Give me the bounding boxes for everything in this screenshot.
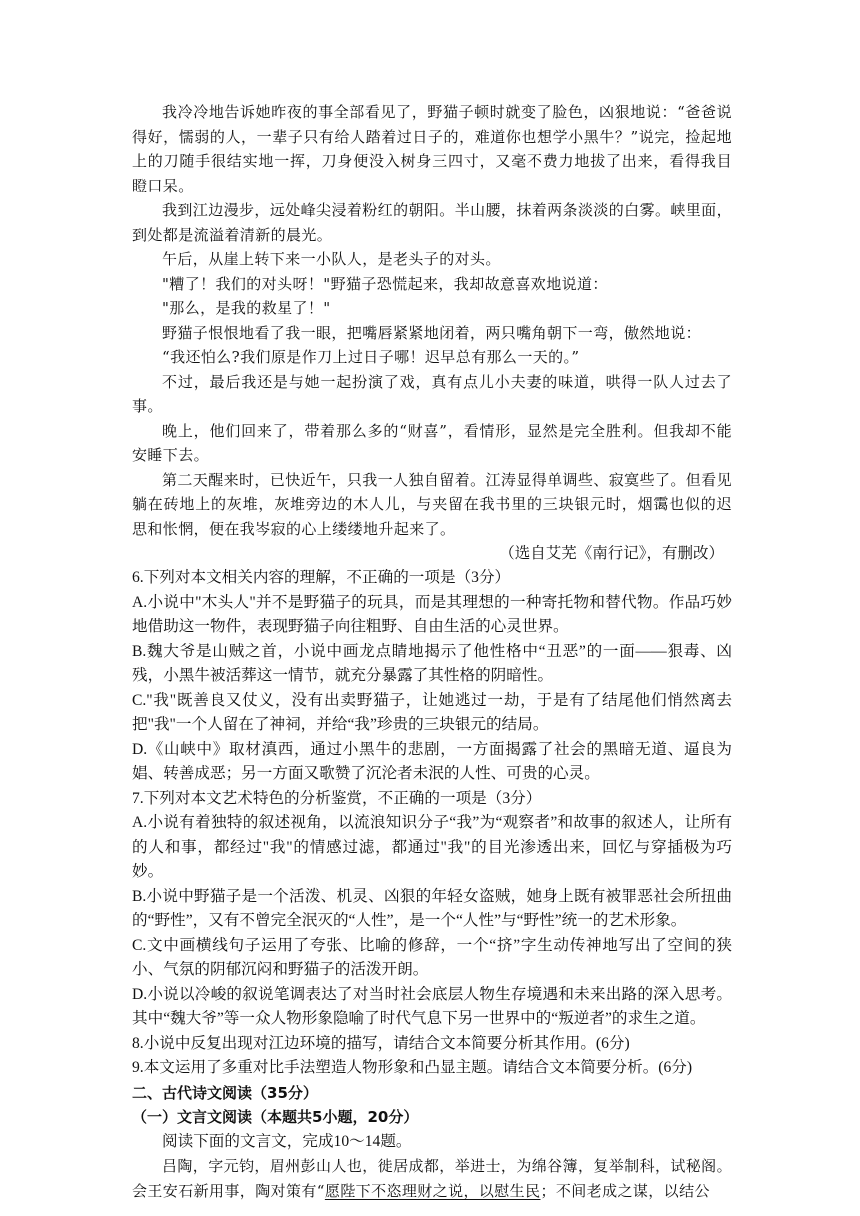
option-a: A.小说中"木头人"并不是野猫子的玩具，而是其理想的一种寄托物和替代物。作品巧妙地借助这一物件，表现野猫子向往粗野、自由生活的心灵世界。 <box>132 593 732 635</box>
story-paragraph: 第二天醒来时，已快近午，只我一人独自留着。江涛显得单调些、寂寞些了。但看见躺在砖地上的灰堆，灰堆旁边的木人儿，与夹留在我书里的三块银元时，烟霭也似的迟思和怅惘，便在我岑寂的心上缕缕地升起来了。 <box>132 470 732 538</box>
question-8: 8.小说中反复出现对江边环境的描写，请结合文本简要分析其作用。(6分) <box>132 1034 630 1052</box>
story-paragraph: "糟了！我们的对头呀！"野猫子恐慌起来，我却故意喜欢地说道： <box>162 274 608 293</box>
option-b: B.小说中野猫子是一个活泼、机灵、凶狠的年轻女盗贼，她身上既有被罪恶社会所扭曲的“野性”，又有不曾完全泯灭的“人性”，是一个“人性”与“野性”统一的艺术形象。 <box>132 887 732 929</box>
option-a: A.小说有着独特的叙述视角，以流浪知识分子“我”为“观察者”和故事的叙述人，让所有的人和事，都经过"我"的情感过滤，都通过"我"的目光渗透出来，回忆与穿插极为巧妙。 <box>132 814 732 880</box>
story-paragraph: “我还怕么?我们原是作刀上过日子哪！迟早总有那么一天的。” <box>162 348 580 366</box>
section-heading: 二、古代诗文阅读（35分） <box>132 1083 318 1102</box>
story-paragraph: 我到江边漫步，远处峰尖浸着粉红的朝阳。半山腰，抹着两条淡淡的白雾。峡里面，到处都是流溢着清新的晨光。 <box>132 201 732 244</box>
story-paragraph: 不过，最后我还是与她一起扮演了戏，真有点儿小夫妻的味道，哄得一队人过去了事。 <box>132 372 732 415</box>
classical-passage <box>132 1154 732 1203</box>
reading-instruction: 阅读下面的文言文，完成10～14题。 <box>162 1132 412 1150</box>
exam-page <box>132 100 732 1203</box>
option-d: D.小说以冷峻的叙说笔调表达了对当时社会底层人物生存境遇和未来出路的深入思考。其中“魏大爷”等一众人物形象隐喻了时代气息下另一世界中的“叛逆者”的求生之道。 <box>132 985 732 1027</box>
story-paragraph: 我冷冷地告诉她昨夜的事全部看见了，野猫子顿时就变了脸色，凶狠地说：“爸爸说得好，懦弱的人，一辈子只有给人踏着过日子的，难道你也想学小黑牛？”说完，捡起地上的刀随手很结实地一挥，刀身便没入树身三四寸，又毫不费力地拔了出来，看得我目瞪口呆。 <box>132 103 732 195</box>
option-c: C.文中画横线句子运用了夸张、比喻的修辞，一个“挤”字生动传神地写出了空间的狭小、气氛的阴郁沉闷和野猫子的活泼开朗。 <box>132 936 732 978</box>
question-stem: 6.下列对本文相关内容的理解，不正确的一项是（3分） <box>132 569 511 586</box>
story-paragraph: 野猫子恨恨地看了我一眼，把嘴唇紧紧地闭着，两只嘴角朝下一弯，傲然地说： <box>162 323 702 342</box>
question-9: 9.本文运用了多重对比手法塑造人物形象和凸显主题。请结合文本简要分析。(6分) <box>132 1059 693 1076</box>
question-7 <box>132 787 732 1032</box>
option-b: B.魏大爷是山贼之首，小说中画龙点睛地揭示了他性格中“丑恶”的一面——狠毒、凶残，小黑牛被活葬这一情节，就充分暴露了其性格的阴暗性。 <box>132 642 732 684</box>
question-6 <box>132 566 732 787</box>
source-citation: （选自艾芜《南行记》，有删改） <box>499 545 724 562</box>
passage-text: 吕陶，字元钧，眉州彭山人也，徙居成都，举进士，为绵谷簿，复举制科，试秘阁。会王安石新用事，陶对策有“ <box>132 1157 732 1200</box>
passage-text-continued: ；不间老成之谋，以结公 <box>540 1181 710 1200</box>
subsection-heading: （一）文言文阅读（本题共5小题，20分） <box>132 1108 419 1126</box>
story-paragraph: 午后，从崖上转下来一小队人，是老头子的对头。 <box>162 250 501 268</box>
story-paragraph: "那么，是我的救星了！" <box>162 299 331 317</box>
underlined-sentence: 愿陛下不恣理财之说，以慰生民 <box>324 1181 541 1200</box>
story-paragraph: 晚上，他们回来了，带着那么多的“财喜”，看情形，显然是完全胜利。但我却不能安睡下去。 <box>132 421 732 464</box>
question-stem: 7.下列对本文艺术特色的分析鉴赏，不正确的一项是（3分） <box>132 789 542 807</box>
option-d: D.《山峡中》取材滇西，通过小黑牛的悲剧，一方面揭露了社会的黑暗无道、逼良为娼、转善成恶；另一方面又歌赞了沉沦者未泯的人性、可贵的心灵。 <box>132 740 732 782</box>
story-excerpt <box>132 100 732 566</box>
option-c: C."我"既善良又仗义，没有出卖野猫子，让她逃过一劫，于是有了结尾他们悄然离去把"我"一个人留在了神祠，并给“我”珍贵的三块银元的结局。 <box>132 691 732 733</box>
